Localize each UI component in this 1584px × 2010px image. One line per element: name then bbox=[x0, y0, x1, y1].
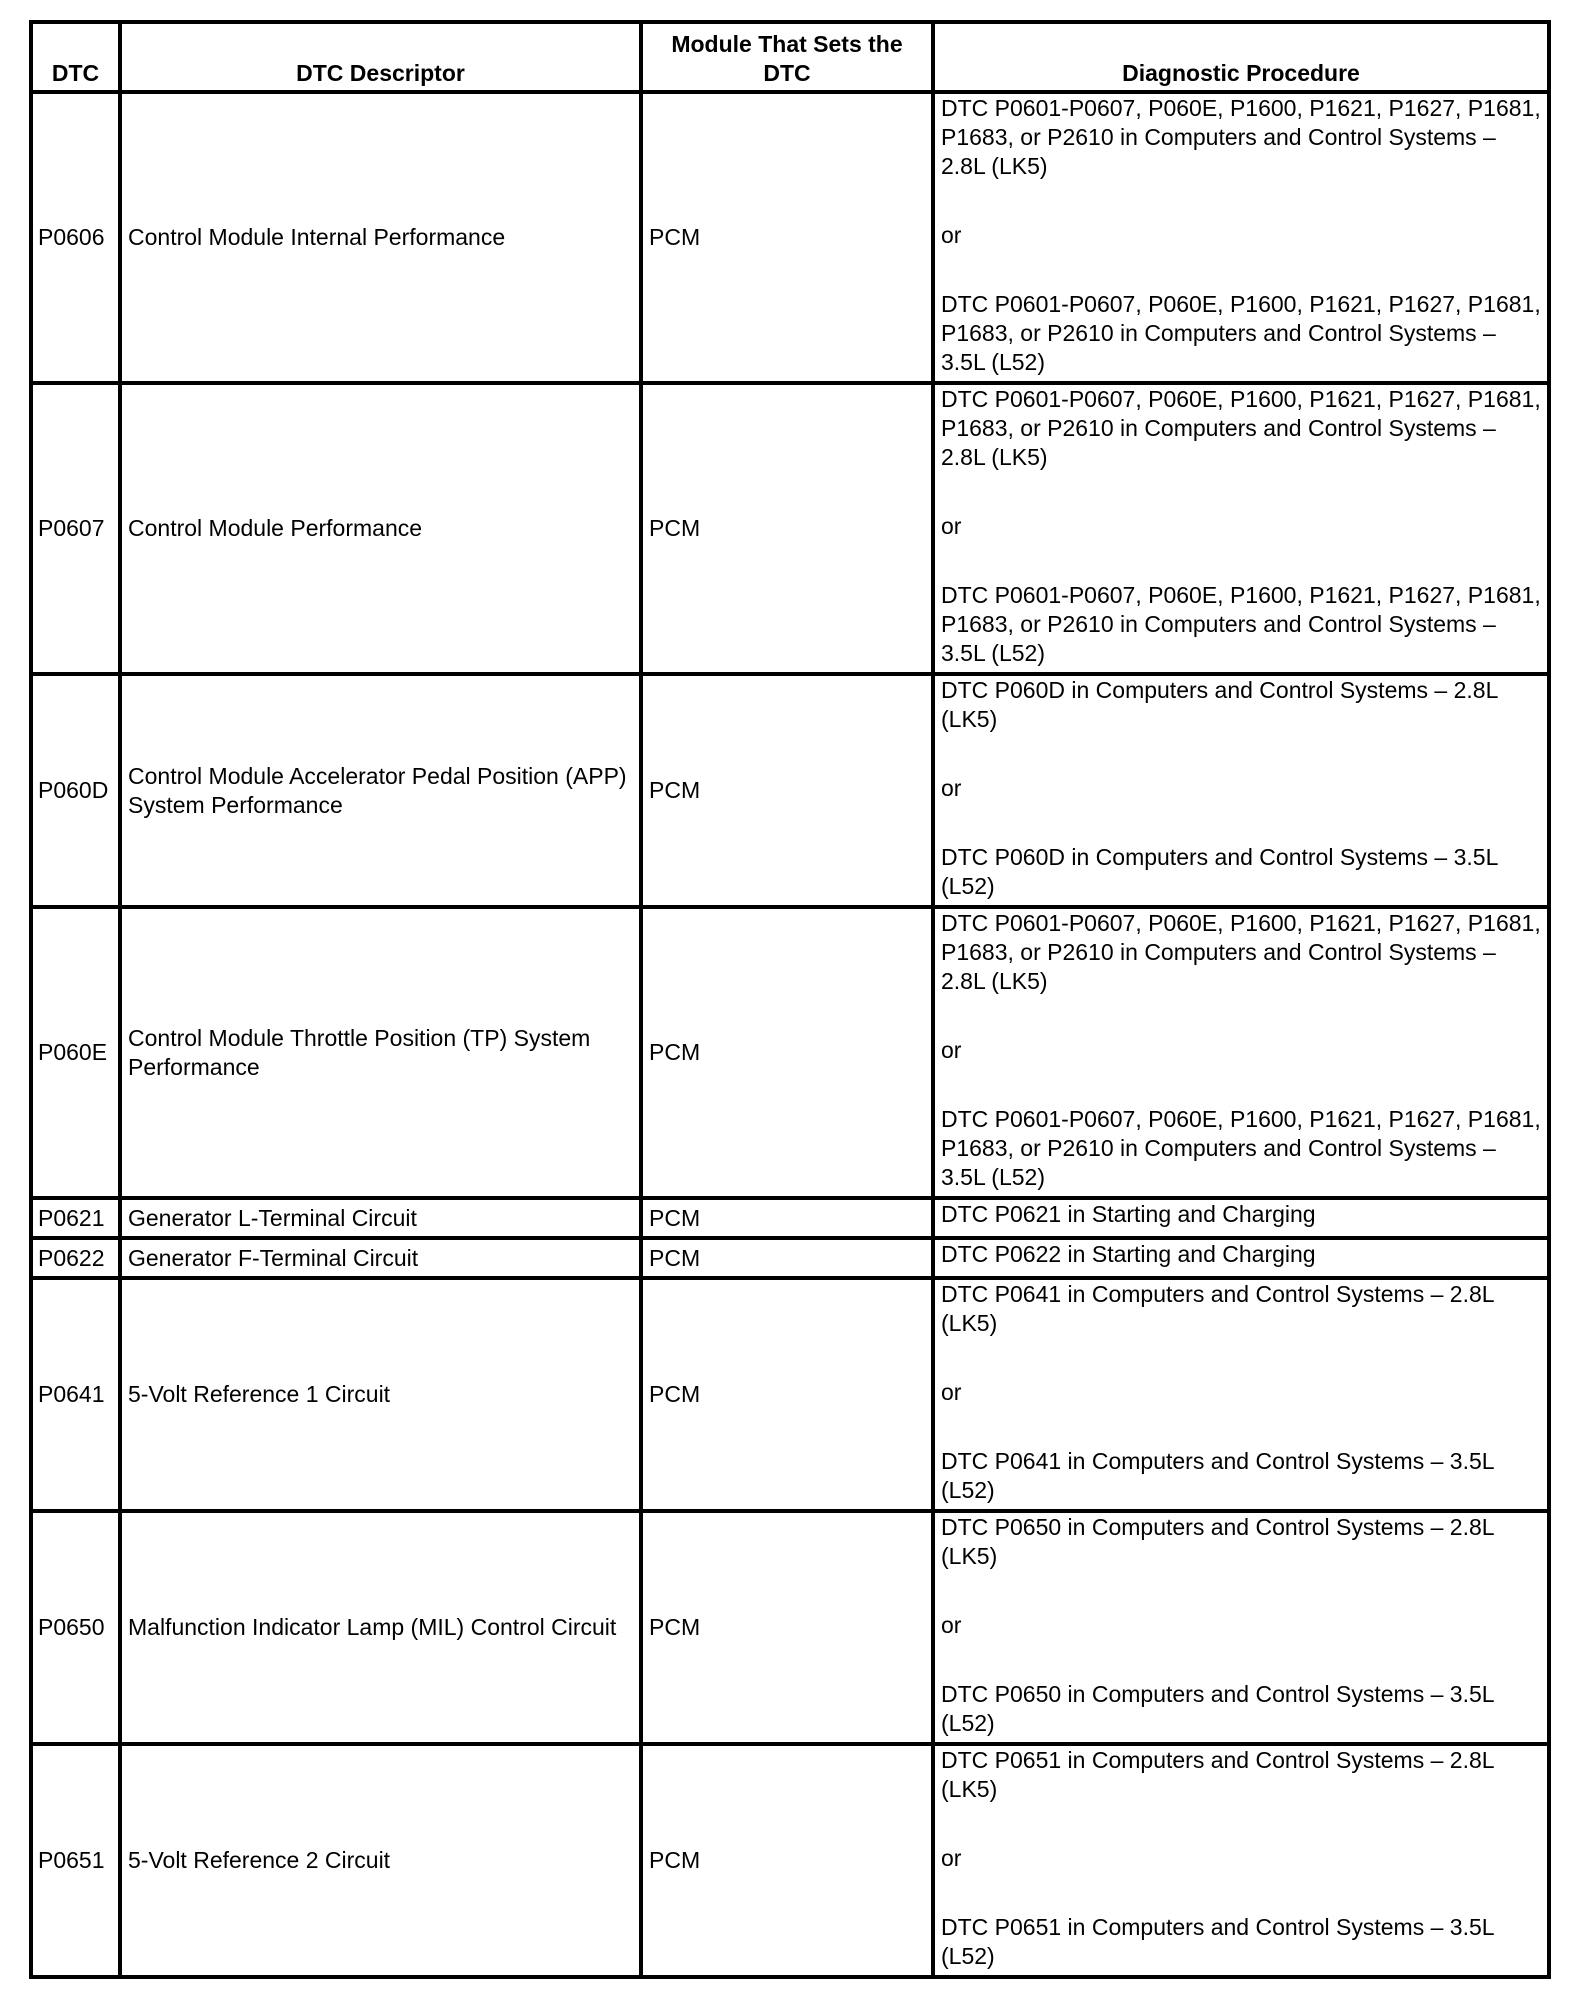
header-descriptor: DTC Descriptor bbox=[120, 22, 641, 92]
table-row bbox=[31, 1511, 1549, 1744]
dtc-code: P0622 bbox=[31, 1238, 120, 1278]
diagnostic-procedure bbox=[933, 1278, 1549, 1511]
table-row bbox=[31, 1238, 1549, 1278]
diagnostic-procedure bbox=[933, 92, 1549, 383]
dtc-code: P060E bbox=[31, 907, 120, 1198]
diagnostic-procedure bbox=[933, 1238, 1549, 1278]
dtc-code: P060D bbox=[31, 674, 120, 907]
setting-module: PCM bbox=[641, 907, 933, 1198]
procedure-separator: or bbox=[941, 1037, 962, 1063]
dtc-descriptor: Generator L-Terminal Circuit bbox=[120, 1198, 641, 1238]
dtc-descriptor: Control Module Internal Performance bbox=[120, 92, 641, 383]
procedure-link[interactable]: DTC P0601-P0607, P060E, P1600, P1621, P1627, P1681, P1683, or P2610 in Computers and Control Systems – 3.5L (L52) bbox=[941, 1106, 1541, 1190]
procedure-link[interactable]: DTC P0601-P0607, P060E, P1600, P1621, P1627, P1681, P1683, or P2610 in Computers and Control Systems – 2.8L (LK5) bbox=[941, 910, 1541, 994]
diagnostic-procedure bbox=[933, 383, 1549, 674]
setting-module: PCM bbox=[641, 1744, 933, 1977]
setting-module: PCM bbox=[641, 1238, 933, 1278]
dtc-descriptor: Generator F-Terminal Circuit bbox=[120, 1238, 641, 1278]
dtc-descriptor: Control Module Throttle Position (TP) System Performance bbox=[120, 907, 641, 1198]
dtc-descriptor: 5-Volt Reference 1 Circuit bbox=[120, 1278, 641, 1511]
table-row bbox=[31, 1278, 1549, 1511]
dtc-code: P0650 bbox=[31, 1511, 120, 1744]
setting-module: PCM bbox=[641, 1278, 933, 1511]
procedure-separator: or bbox=[941, 222, 962, 248]
header-module: Module That Sets the DTC bbox=[641, 22, 933, 92]
procedure-link[interactable]: DTC P0650 in Computers and Control Systems – 3.5L (L52) bbox=[941, 1681, 1494, 1736]
table-row bbox=[31, 1744, 1549, 1977]
procedure-link[interactable]: DTC P0622 in Starting and Charging bbox=[941, 1241, 1316, 1267]
dtc-code: P0607 bbox=[31, 383, 120, 674]
procedure-separator: or bbox=[941, 1379, 962, 1405]
dtc-descriptor: Malfunction Indicator Lamp (MIL) Control Circuit bbox=[120, 1511, 641, 1744]
table-row bbox=[31, 383, 1549, 674]
procedure-link[interactable]: DTC P0650 in Computers and Control Systems – 2.8L (LK5) bbox=[941, 1514, 1494, 1569]
procedure-link[interactable]: DTC P0601-P0607, P060E, P1600, P1621, P1627, P1681, P1683, or P2610 in Computers and Control Systems – 2.8L (LK5) bbox=[941, 386, 1541, 470]
header-procedure: Diagnostic Procedure bbox=[933, 22, 1549, 92]
dtc-descriptor: Control Module Performance bbox=[120, 383, 641, 674]
procedure-link[interactable]: DTC P0601-P0607, P060E, P1600, P1621, P1627, P1681, P1683, or P2610 in Computers and Control Systems – 3.5L (L52) bbox=[941, 291, 1541, 375]
table-row bbox=[31, 907, 1549, 1198]
procedure-separator: or bbox=[941, 1612, 962, 1638]
diagnostic-procedure bbox=[933, 1198, 1549, 1238]
diagnostic-procedure bbox=[933, 1744, 1549, 1977]
dtc-table bbox=[29, 20, 1551, 1979]
header-row bbox=[31, 22, 1549, 92]
procedure-link[interactable]: DTC P0601-P0607, P060E, P1600, P1621, P1627, P1681, P1683, or P2610 in Computers and Control Systems – 3.5L (L52) bbox=[941, 582, 1541, 666]
procedure-link[interactable]: DTC P0641 in Computers and Control Systems – 3.5L (L52) bbox=[941, 1448, 1494, 1503]
setting-module: PCM bbox=[641, 383, 933, 674]
procedure-separator: or bbox=[941, 775, 962, 801]
setting-module: PCM bbox=[641, 92, 933, 383]
diagnostic-procedure bbox=[933, 674, 1549, 907]
diagnostic-procedure bbox=[933, 1511, 1549, 1744]
dtc-descriptor: Control Module Accelerator Pedal Position (APP) System Performance bbox=[120, 674, 641, 907]
procedure-link[interactable]: DTC P0651 in Computers and Control Systems – 2.8L (LK5) bbox=[941, 1747, 1494, 1802]
setting-module: PCM bbox=[641, 1511, 933, 1744]
dtc-descriptor: 5-Volt Reference 2 Circuit bbox=[120, 1744, 641, 1977]
header-dtc: DTC bbox=[31, 22, 120, 92]
setting-module: PCM bbox=[641, 674, 933, 907]
setting-module: PCM bbox=[641, 1198, 933, 1238]
procedure-link[interactable]: DTC P060D in Computers and Control Systems – 2.8L (LK5) bbox=[941, 677, 1498, 732]
dtc-code: P0621 bbox=[31, 1198, 120, 1238]
dtc-code: P0641 bbox=[31, 1278, 120, 1511]
dtc-code: P0651 bbox=[31, 1744, 120, 1977]
procedure-link[interactable]: DTC P0641 in Computers and Control Systems – 2.8L (LK5) bbox=[941, 1281, 1494, 1336]
procedure-link[interactable]: DTC P0651 in Computers and Control Systems – 3.5L (L52) bbox=[941, 1914, 1494, 1969]
procedure-link[interactable]: DTC P0621 in Starting and Charging bbox=[941, 1201, 1316, 1227]
procedure-link[interactable]: DTC P0601-P0607, P060E, P1600, P1621, P1627, P1681, P1683, or P2610 in Computers and Control Systems – 2.8L (LK5) bbox=[941, 95, 1541, 179]
procedure-separator: or bbox=[941, 1845, 962, 1871]
table-row bbox=[31, 674, 1549, 907]
procedure-separator: or bbox=[941, 513, 962, 539]
table-row bbox=[31, 92, 1549, 383]
diagnostic-procedure bbox=[933, 907, 1549, 1198]
dtc-code: P0606 bbox=[31, 92, 120, 383]
table-row bbox=[31, 1198, 1549, 1238]
procedure-link[interactable]: DTC P060D in Computers and Control Systems – 3.5L (L52) bbox=[941, 844, 1498, 899]
